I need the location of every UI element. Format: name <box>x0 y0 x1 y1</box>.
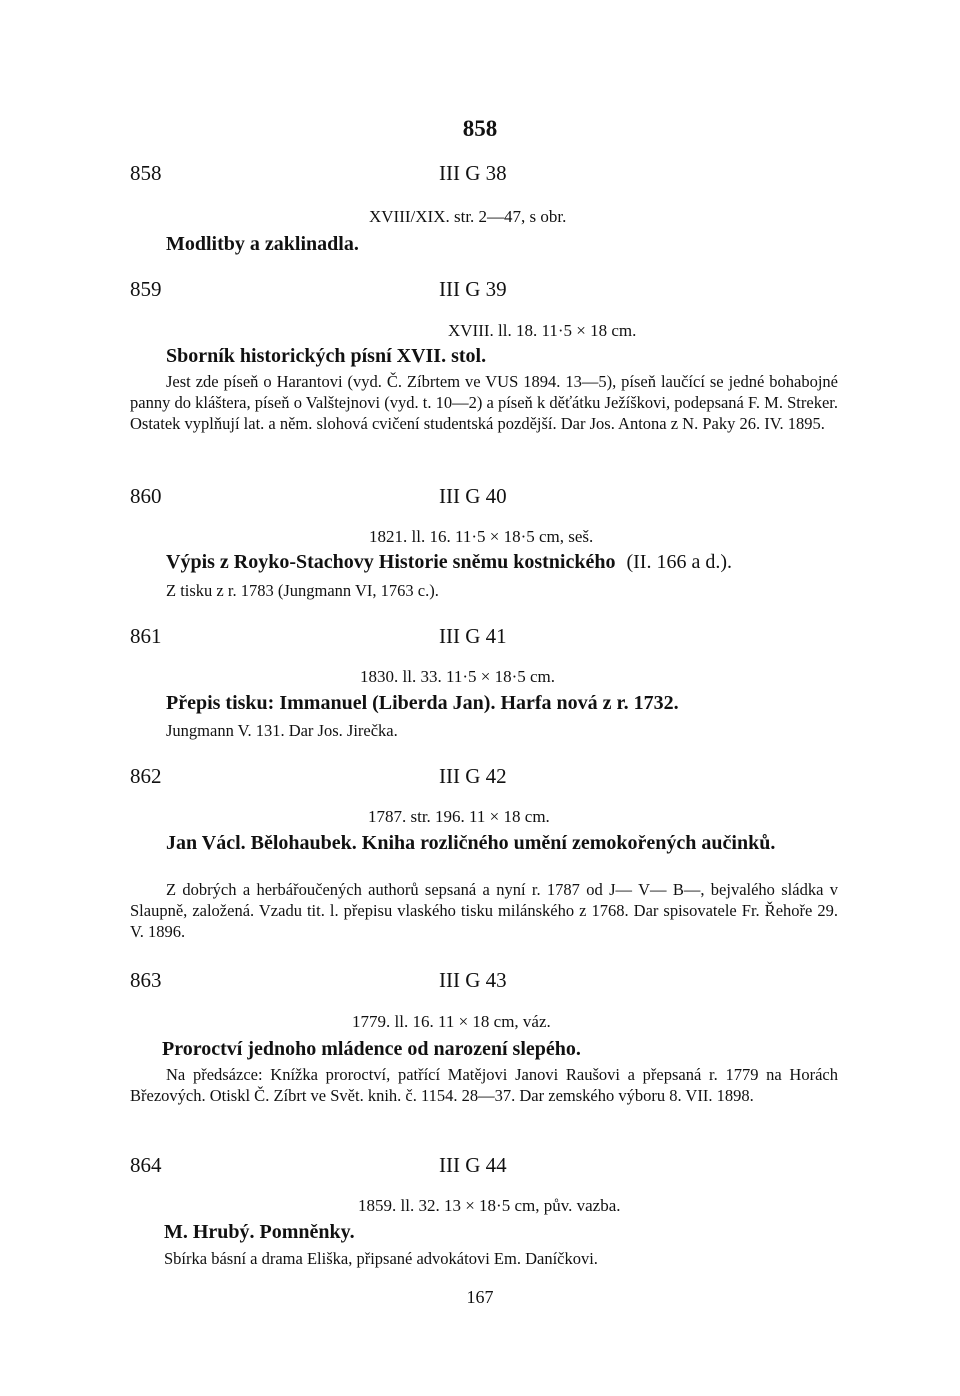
entry-description: Z tisku z r. 1783 (Jungmann VI, 1763 c.). <box>166 581 439 600</box>
shelf-signature: III G 43 <box>439 968 507 992</box>
physical-description: 1830. ll. 33. 11·5 × 18·5 cm. <box>360 667 555 686</box>
entry-number: 863 <box>130 968 162 992</box>
entry-title: Sborník historických písní XVII. stol. <box>166 345 487 367</box>
entry-number: 862 <box>130 764 162 788</box>
physical-description: 1787. str. 196. 11 × 18 cm. <box>368 807 550 826</box>
shelf-signature: III G 44 <box>439 1153 507 1177</box>
physical-description: 1859. ll. 32. 13 × 18·5 cm, pův. vazba. <box>358 1196 621 1215</box>
shelf-signature: III G 41 <box>439 624 507 648</box>
shelf-signature: III G 38 <box>439 161 507 185</box>
entry-description: Jungmann V. 131. Dar Jos. Jirečka. <box>166 721 398 740</box>
entry-title <box>166 551 732 573</box>
shelf-signature: III G 39 <box>439 277 507 301</box>
physical-description: XVIII. ll. 18. 11·5 × 18 cm. <box>448 321 637 340</box>
page-header: 858 <box>462 116 498 141</box>
shelf-signature: III G 40 <box>439 484 507 508</box>
entry-description: Z dobrých a herbářoučených authorů sepsaná a nyní r. 1787 od J— V— B—, bejvalého sládka v Slaupně, založená. Vzadu tit. l. přepisu vlaského tisku milánského z 1768. Dar spisovatele Fr. Řehoře 29. V. 1896. <box>130 880 838 941</box>
entry-number: 858 <box>130 161 162 185</box>
entry-title-reference: (II. 166 a d.). <box>626 551 733 573</box>
entry-description: Na předsázce: Knížka proroctví, patřící Matějovi Janovi Raušovi a přepsaná r. 1779 na Horách Březových. Otiskl Č. Zíbrt ve Svět. knih. č. 1154. 28—37. Dar zemského výboru 8. VII. 1898. <box>130 1065 838 1105</box>
entry-title: Jan Václ. Bělohaubek. Kniha rozličného umění zemokořených aučinků. <box>166 832 776 854</box>
entry-title: Proroctví jednoho mládence od narození slepého. <box>162 1038 581 1060</box>
physical-description: 1779. ll. 16. 11 × 18 cm, váz. <box>352 1012 551 1031</box>
entry-title-text: Výpis z Royko-Stachovy Historie sněmu kostnického <box>166 551 616 573</box>
entry-number: 861 <box>130 624 162 648</box>
entry-number: 864 <box>130 1153 162 1177</box>
physical-description: XVIII/XIX. str. 2—47, s obr. <box>369 207 567 226</box>
entry-number: 859 <box>130 277 162 301</box>
entry-title: M. Hrubý. Pomněnky. <box>164 1221 355 1243</box>
shelf-signature: III G 42 <box>439 764 507 788</box>
entry-description: Jest zde píseň o Harantovi (vyd. Č. Zíbrtem ve VUS 1894. 13—5), píseň laučící se jedné bohabojné panny do kláštera, píseň o Valštejnovi (vyd. t. 10—2) a píseň k děťátku Ježíškovi, podepsaná F. M. Streker. Ostatek vyplňují lat. a něm. slohová cvičení studentská pozdější. Dar Jos. Antona z N. Paky 26. IV. 1895. <box>130 372 838 433</box>
entry-title: Modlitby a zaklinadla. <box>166 233 359 255</box>
page-number: 167 <box>466 1287 494 1307</box>
entry-title: Přepis tisku: Immanuel (Liberda Jan). Harfa nová z r. 1732. <box>166 692 679 714</box>
entry-description: Sbírka básní a drama Eliška, připsané advokátovi Em. Daníčkovi. <box>164 1249 598 1268</box>
entry-number: 860 <box>130 484 162 508</box>
physical-description: 1821. ll. 16. 11·5 × 18·5 cm, seš. <box>369 527 594 546</box>
